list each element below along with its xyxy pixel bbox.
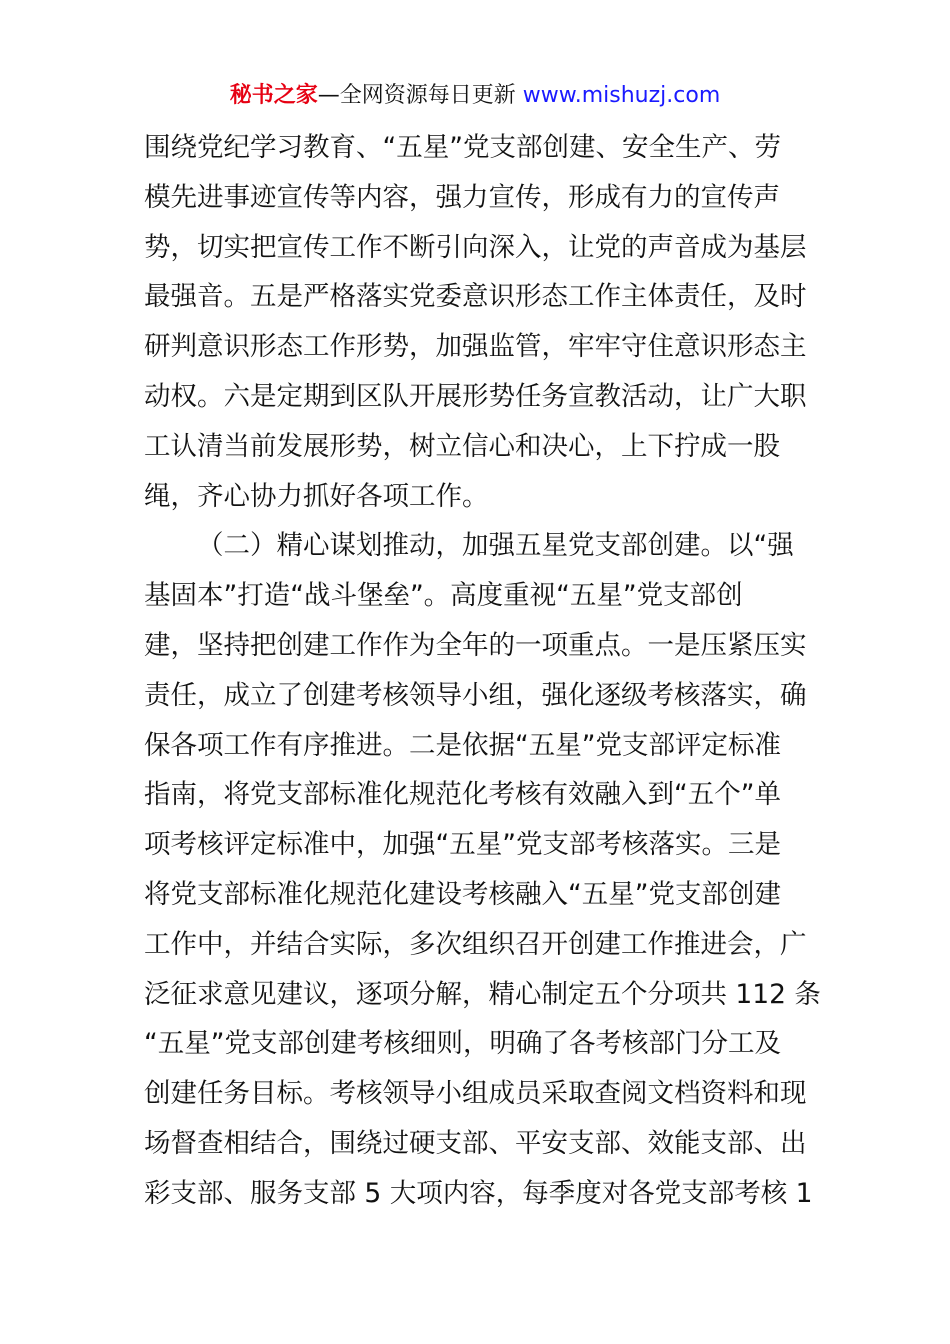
- text-line: “五星”党支部创建考核细则，明确了各考核部门分工及: [144, 1028, 781, 1060]
- section-heading-line: （二）精心谋划推动，加强五星党支部创建。以“强: [197, 530, 794, 562]
- text-line: 基固本”打造“战斗堡垒”。高度重视“五星”党支部创: [144, 580, 743, 612]
- text-line: 工认清当前发展形势，树立信心和决心，上下拧成一股: [144, 430, 780, 462]
- text-line: 项考核评定标准中，加强“五星”党支部考核落实。三是: [144, 829, 781, 861]
- text-line: 责任，成立了创建考核领导小组，强化逐级考核落实，确: [144, 679, 807, 711]
- document-body: [144, 123, 821, 1219]
- page-header: [0, 80, 950, 112]
- brand-name: 秘书之家: [229, 83, 318, 108]
- text-line: 建，坚持把创建工作作为全年的一项重点。一是压紧压实: [144, 629, 807, 661]
- text-line: 指南，将党支部标准化规范化考核有效融入到“五个”单: [144, 779, 781, 811]
- text-line: 动权。六是定期到区队开展形势任务宣教活动，让广大职: [144, 380, 807, 412]
- text-line: 将党支部标准化规范化建设考核融入“五星”党支部创建: [144, 878, 781, 910]
- text-line: 围绕党纪学习教育、“五星”党支部创建、安全生产、劳: [144, 132, 781, 163]
- text-line: 模先进事迹宣传等内容，强力宣传，形成有力的宣传声: [144, 181, 780, 213]
- header-tagline: —全网资源每日更新: [317, 83, 516, 108]
- site-url-link[interactable]: www.mishuzj.com: [522, 83, 721, 108]
- text-line: 研判意识形态工作形势，加强监管，牢牢守住意识形态主: [144, 331, 807, 363]
- text-line: 绳，齐心协力抓好各项工作。: [144, 480, 489, 512]
- text-line: 彩支部、服务支部 5 大项内容，每季度对各党支部考核 1: [144, 1177, 813, 1209]
- text-line: 势，切实把宣传工作不断引向深入，让党的声音成为基层: [144, 231, 807, 263]
- text-line: 保各项工作有序推进。二是依据“五星”党支部评定标准: [144, 729, 781, 761]
- text-line: 场督查相结合，围绕过硬支部、平安支部、效能支部、出: [144, 1127, 807, 1159]
- text-line: 泛征求意见建议，逐项分解，精心制定五个分项共 112 条: [144, 978, 821, 1010]
- text-line: 工作中，并结合实际，多次组织召开创建工作推进会，广: [144, 928, 807, 960]
- text-line: 创建任务目标。考核领导小组成员采取查阅文档资料和现: [144, 1078, 807, 1110]
- text-line: 最强音。五是严格落实党委意识形态工作主体责任，及时: [144, 281, 807, 313]
